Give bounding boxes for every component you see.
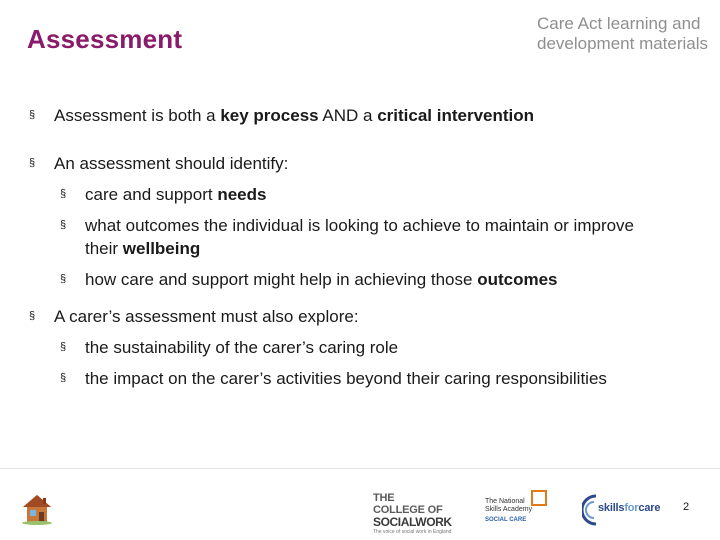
bullet-icon: § — [29, 310, 36, 322]
sub-bullet-item — [29, 214, 665, 260]
home-icon[interactable] — [20, 492, 54, 526]
bullet-icon: § — [60, 219, 67, 231]
bullet-icon: § — [60, 273, 67, 285]
college-of-social-work-logo: THE COLLEGE OF SOCIALWORK The voice of social work in England — [373, 492, 452, 535]
sub-bullet-text: the sustainability of the carer’s caring role — [85, 338, 399, 357]
bullet-icon: § — [60, 341, 67, 353]
sub-bullet-item — [29, 183, 679, 206]
skills-for-care-logo: skillsforcare — [582, 490, 664, 528]
sub-bullet-item — [29, 367, 625, 390]
slide-title: Assessment — [27, 24, 183, 54]
page-number: 2 — [683, 501, 690, 513]
bullet-item — [29, 104, 679, 127]
sub-bullet-item — [29, 268, 679, 291]
sub-bullet-text: the impact on the carer’s activities beyond their caring responsibilities — [85, 369, 607, 388]
sub-bullet-item — [29, 336, 679, 359]
bullet-list — [29, 104, 679, 390]
bullet-text: An assessment should identify: — [54, 154, 289, 173]
bullet-icon: § — [60, 188, 67, 200]
bullet-icon: § — [29, 157, 36, 169]
bullet-item — [29, 152, 679, 175]
bullet-text: A carer’s assessment must also explore: — [54, 307, 359, 326]
national-skills-academy-logo: The National Skills Academy SOCIAL CARE — [485, 490, 555, 512]
bullet-icon: § — [29, 109, 36, 121]
brand-header — [537, 14, 712, 54]
sub-bullet-text: how care and support might help in achieving those outcomes — [85, 270, 558, 289]
sub-bullet-text: care and support needs — [85, 185, 267, 204]
bullet-text: Assessment is both a key process AND a critical intervention — [54, 106, 535, 125]
brand-line-2: development materials — [537, 34, 709, 53]
sub-bullet-text: what outcomes the individual is looking to achieve to maintain or improve their wellbeing — [85, 216, 635, 258]
bullet-icon: § — [60, 372, 67, 384]
footer-divider — [0, 468, 720, 469]
brand-line-1: Care Act learning and — [537, 14, 701, 33]
bullet-item — [29, 305, 679, 328]
